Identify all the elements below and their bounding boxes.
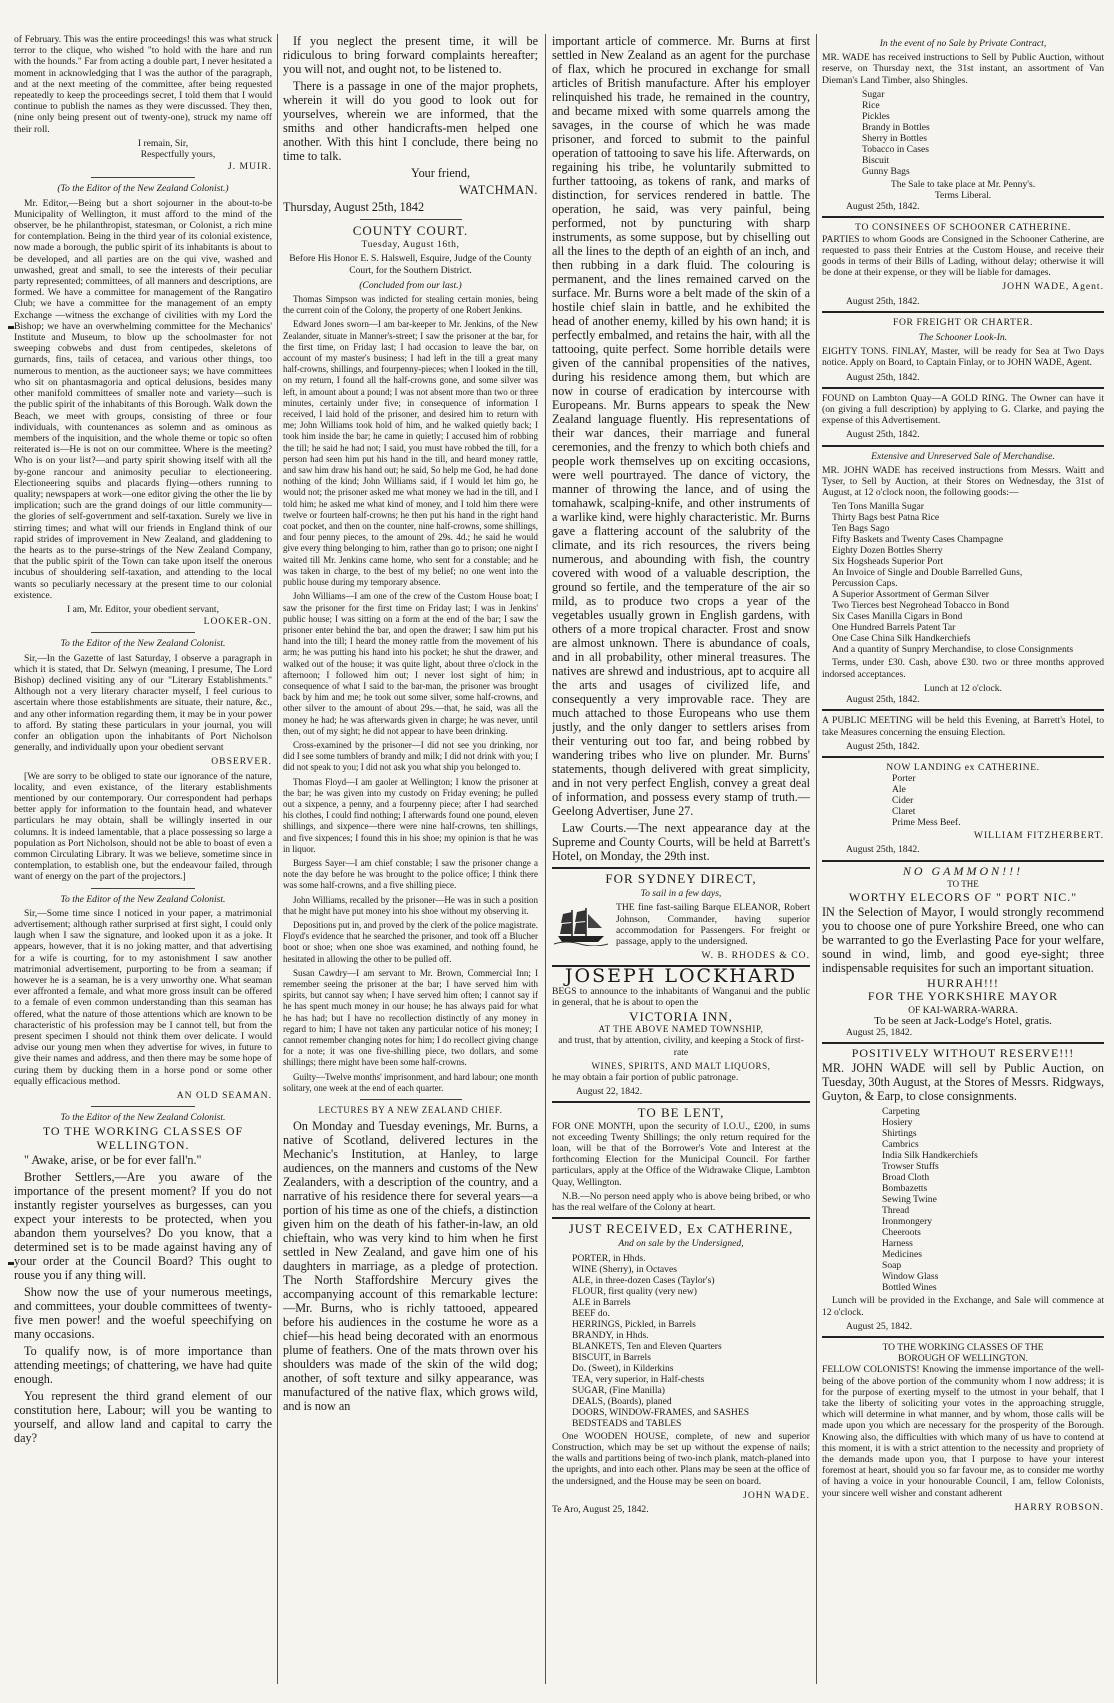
goods-item: Ale [892, 784, 906, 796]
ad-heading: Extensive and Unreserved Sale of Merchandise. [871, 450, 1055, 462]
goods-item: Rice [862, 99, 880, 111]
ad-rule [822, 311, 1104, 313]
ad-title: NO GAMMON!!! [902, 863, 1024, 878]
article-body: important article of commerce. Mr. Burns at first settled in New Zealand as an agent for the purchase of flax, which he procured in exchange for small articles of British manufacture. After his employer relinquished his trade, he remained in the country, and became mixed with some quarrels among the savages, in the course of which he was made prisoner, and forced to submit to the painful operation of tattooing to save his life. Afterwards, on regaining his tribe, he voluntarily submitted to further tattooing, as tokens of rank, and marks of distinction, for services rendered in battle. The operation, he said, was very painful, being performed, not by puncturing with sharp instruments, as some suppose, but by chiselling out all the lines to the depth of an eighth of an inch, and then rubbing in a dark fluid. The colouring is permanent, and the lines remained carved on the surface. Mr. Burns wore a belt made of the skin of a hostile chief slain in battle, and he exhibited the head of another enemy, killed by his own hand; it is perfectly embalmed, and retains the hair, with all the tattooing, quite perfect. Some horrible details were given of the cannibal propensities of the natives, during his residence among them, but which are now in course of eradication by intercourse with Europeans. Mr. Burns appears to speak the New Zealand language fluently. His representations of their war dances, their marriage and funeral ceremonies, and the frenzy to which both chiefs and people work themselves up on exciting occasions, were well pourtrayed. The dance of victory, the manner of throwing the lance, and of using the tomahawk, scalping-knife, and other instruments of a warlike kind, were highly characteristic. Mr. Burns gave a flattering account of the salubrity of the climate, and its rich resources, the rivers being numerous, and abounding with fish, the country covered with wood of a valuable description, the ground so fertile, and the temperature of the air so mild, as to produce two crops a year of the vegetables usually grown in English gardens, with others of a more tropical character. Frost and snow are almost unknown. There is abundance of coals, and in all probability, other mineral treasures. The natives are shrewd and industrious, apt to acquire all the arts and usages of civilized life, and consequently a very improvable race. They are much attached to those Europeans who use them justly, and the only danger to settlers arises from their venturing out too far, and being robbed by wandering tribes who live on plunder. Mr. Burns' statements, though delivered with great simplicity, and in not very perfect English, convey a great deal of information, and possess every stamp of truth.—Geelong Advertiser, June 27. [552, 34, 810, 818]
column-2 [283, 34, 538, 1684]
goods-item: DOORS, WINDOW-FRAMES, and SASHES [572, 1406, 750, 1418]
ad-terms: Terms, under £30. Cash, above £30. two or three months approved indorsed acceptances. [822, 657, 1104, 680]
ad-subtitle: And on sale by the Undersigned, [618, 1238, 744, 1250]
goods-item: Sewing Twine [882, 1194, 937, 1206]
ad-rule [822, 1042, 1104, 1044]
court-report: Burgess Sayer—I am chief constable; I saw the prisoner change a note the day before he was brought to the police office; I think there was some half-crowns, and a five shilling piece. [283, 857, 538, 891]
signature: AN OLD SEAMAN. [176, 1090, 272, 1102]
ad-heading: In the event of no Sale by Private Contract, [879, 38, 1047, 49]
ad-rule [822, 709, 1104, 711]
ad-rule [552, 867, 810, 869]
letter-body: Show now the use of your numerous meetings, and committees, your double committees of twenty-five men power! and the woeful speechifying on many occasions. [14, 1284, 272, 1341]
ad-body: FOUND on Lambton Quay—A GOLD RING. The Owner can have it (on giving a full description) by applying to G. Clarke, and paying the expense of this Advertisement. [822, 392, 1104, 427]
goods-item: Ironmongery [882, 1216, 933, 1228]
ad-line: FOR THE YORKSHIRE MAYOR [867, 989, 1059, 1004]
goods-item: Harness [882, 1238, 913, 1250]
ad-date: August 25th, 1842. [846, 371, 920, 383]
signature: OBSERVER. [211, 756, 272, 768]
ad-body: THE fine fast-sailing Barque ELEANOR, Robert Johnson, Commander, having superior accommodation for Passengers. For freight or passage, apply to the undersigned. [616, 902, 810, 948]
ad-title: TO CONSINEES OF SCHOONER CATHERINE. [855, 222, 1071, 234]
goods-item: Shirtings [882, 1128, 917, 1140]
ad-rule [552, 1101, 810, 1103]
goods-item: Do. (Sweet), in Kilderkins [572, 1362, 674, 1374]
letter-title: TO THE WORKING CLASSES OF [42, 1124, 244, 1139]
separator [91, 177, 194, 178]
ad-freight [822, 317, 1104, 383]
letter-body: You represent the third grand element of our constitution here, Labour; will you be wanting to yourself, and allow land and capital to carry the day? [14, 1388, 272, 1445]
goods-item: BISCUIT, in Barrels [572, 1351, 651, 1363]
ad-body: MR. JOHN WADE will sell by Public Auction, on Tuesday, 30th August, at the Stores of Messrs. Ridgways, Guyton, & Earp, to close consignments. [822, 1061, 1104, 1104]
dateline: Thursday, August 25th, 1842 [283, 200, 425, 214]
ad-consignees [822, 222, 1104, 306]
column-rule [545, 34, 546, 1684]
column-rule [816, 34, 817, 1684]
goods-item: One Case China Silk Handkerchiefs [832, 633, 971, 645]
signoff: Your friend, [410, 166, 471, 180]
goods-item: Tobacco in Cases [862, 143, 929, 155]
separator [91, 1106, 194, 1107]
notice: Law Courts.—The next appearance day at the Supreme and County Courts, will be held at Barrett's Hotel, on Monday, the 29th inst. [552, 821, 810, 863]
ad-title: JOSEPH LOCKHARD [564, 965, 798, 988]
ad-line: HURRAH!!! [927, 976, 999, 991]
ad-line: TO THE [947, 878, 979, 889]
goods-item: BEDSTEADS and TABLES [572, 1417, 682, 1429]
ad-note: N.B.—No person need apply who is above being bribed, or who has the real welfare of the Colony at heart. [552, 1190, 810, 1214]
ad-to-be-lent [552, 1107, 810, 1213]
signoff: I am, Mr. Editor, your obedient servant, [66, 603, 219, 615]
ad-date: August 25, 1842. [846, 1320, 913, 1332]
goods-item: Prime Mess Beef. [892, 817, 961, 829]
ad-title: BOROUGH OF WELLINGTON. [898, 1353, 1028, 1365]
column-1 [14, 34, 272, 1684]
ad-rule [822, 445, 1104, 447]
ad-date: Te Aro, August 25, 1842. [552, 1503, 649, 1515]
ad-body: PARTIES to whom Goods are Consigned in the Schooner Catherine, are requested to pass their Entries at the Custom House, and receive their goods in terms of their Bills of Lading, without delay; otherwise it will be done at their expense, or they will be liable for damages. [822, 233, 1104, 279]
goods-item: One Hundred Barrels Patent Tar [832, 622, 956, 634]
goods-item: WINE (Sherry), in Octaves [572, 1263, 677, 1275]
ad-lockhard [552, 965, 810, 1098]
letter-body: If you neglect the present time, it will be ridiculous to bring forward complaints hereafter; you will not, and ought not, to be listened to. [283, 34, 538, 76]
ad-date: August 25th, 1842. [846, 201, 920, 213]
goods-item: Six Cases Manilla Cigars in Bond [832, 611, 963, 623]
goods-item: Hosiery [882, 1117, 913, 1129]
ad-body: A PUBLIC MEETING will be held this Evening, at Barrett's Hotel, to take Measures concerning the ensuing Election. [822, 715, 1104, 738]
ad-body: MR. JOHN WADE has received instructions from Messrs. Waitt and Tyser, to Sell by Auction, at their Stores on Wednesday, the 31st of August, at 12 o'clock noon, the following goods:— [822, 464, 1104, 499]
ad-title: TO THE WORKING CLASSES OF THE [882, 1341, 1044, 1353]
ad-signature: JOHN WADE. [743, 1489, 810, 1501]
ad-line: AT THE ABOVE NAMED TOWNSHIP, [598, 1024, 764, 1035]
goods-item: TEA, very superior, in Half-chests [572, 1373, 705, 1385]
goods-item: Cheeroots [882, 1227, 921, 1239]
letter-heading: To the Editor of the New Zealand Colonist. [60, 1112, 226, 1124]
ad-body: EIGHTY TONS. FINLAY, Master, will be ready for Sea at Two Days notice. Apply on Board, to Captain Finlay, or to JOHN WADE, Agent. [822, 346, 1104, 369]
letter-heading: To the Editor of the New Zealand Colonist. [60, 893, 226, 905]
goods-item: Cider [892, 795, 914, 807]
goods-item: PORTER, in Hhds. [572, 1252, 646, 1264]
ad-rule [822, 387, 1104, 389]
ad-rule [552, 1217, 810, 1219]
ad-signature: JOHN WADE, Agent. [1002, 281, 1104, 293]
ad-sydney [552, 873, 810, 961]
goods-item: Claret [892, 806, 916, 818]
goods-item: ALE, in three-dozen Cases (Taylor's) [572, 1274, 715, 1286]
goods-item: Thirty Bags best Patna Rice [832, 512, 940, 524]
goods-item: India Silk Handkerchiefs [882, 1150, 978, 1162]
court-report: Thomas Simpson was indicted for stealing certain monies, being the current coin of the Colony, the property of one Robert Jenkins. [283, 294, 538, 316]
goods-list [892, 773, 1104, 828]
goods-item: Sherry in Bottles [862, 132, 928, 144]
ad-rule [822, 1336, 1104, 1338]
ad-just-received [552, 1223, 810, 1515]
goods-item: Bombazetts [882, 1183, 928, 1195]
ad-line: Lunch at 12 o'clock. [924, 682, 1002, 694]
ad-subtitle: The Schooner Look-In. [918, 332, 1008, 344]
ad-body: FOR ONE MONTH, upon the security of I.O.U., £200, in sums not exceeding Twenty Shillings; the only return required for the loan, will be that of the Borrower's Vote and Interest at the forthcoming Election for the Municipal Council. For farther particulars, apply at the Office of the Widrawake Clique, Lambton Quay, Wellington. [552, 1120, 810, 1188]
signature: LOOKER-ON. [203, 616, 272, 628]
goods-item: A Superior Assortment of German Silver [832, 589, 989, 601]
goods-item: Medicines [882, 1249, 922, 1261]
column-3 [552, 34, 810, 1684]
letter-body: Brother Settlers,—Are you aware of the importance of the present moment? If you do not instantly register yourselves as burgesses, can you expect your interests to be protected, when you abandon them yourselves? Do you know, that a determined set is to be made against having any of your order at the Council Board? This ought to rouse you if any thing will. [14, 1169, 272, 1282]
letter-body: Mr. Editor,—Being but a short sojourner in the about-to-be Municipality of Wellington, it must afford to the mind of the observer, be he philanthropist, statesman, or Colonist, a rich mine for contemplation. Being in the third year of its colonial existence, now made a borough, the public spirit of its inhabitants is about to be developed, and all parties are on the qui vive, washed and unwashed, great and small, to see the interests of their peculiar party represented; committees, of all manners and descriptions, are formed. We have a committee for management of the Rangatiro Club; we have a committee for the management of an empty Exchange —witness the exchange of civilities with my Lord the Bishop; we have an overwhelming committee for the Mechanics' Institute and Museum, to blow up the schoolmaster for not sweeping cobwebs and dust from centipedes, skeletons of gurnards, fins, tails of cetacea, and various other things, too numerous to mention, as the auctioneer says; we have committees who sit on phantasmagoria and optical delusions, besides many other manifold committees of smaller note and variety—such is the public spirit of the inhabitants of this Borough. Walk down the Beach, we meet with groups, consisting of three or four individuals, with countenances as solemn and as ominous as members of the inquisition, and the whole theme or topic so often reiterated is—He is not on our committee. Where is the meeting? Who is on your list?—and party spirit showing itself with all the by-gone rancour and animosity peculiar to electioneering. Electioneering squibs and placards flying—others running to quality; newspapers at work—one editor giving the other the lie by implication; such are the grand doings of our little community—the glories of self-government and self-taxation. Surely we live in stirring times; and what will our friends in England think of our rapid strides of improvement in New Zealand, and gladdening to the hearts as to the purse-strings of the New Zealand Company, that the public spirit of the Town can take upon itself the onerous incubus of shouldering self-taxation, and attending to the local wants so peculiarly necessary at the present time to our colonial existence. [14, 197, 272, 601]
goods-item: Thread [882, 1205, 910, 1217]
ad-inn-name: VICTORIA INN, [629, 1009, 733, 1025]
ad-body: and trust, that by attention, civility, and keeping a Stock of first-rate [558, 1035, 804, 1058]
ad-title: FOR SYDNEY DIRECT, [605, 871, 757, 886]
goods-item: Ten Bags Sago [832, 523, 890, 535]
goods-item: ALE in Barrels [572, 1296, 631, 1308]
goods-item: Percussion Caps. [832, 578, 898, 590]
goods-item: HERRINGS, Pickled, in Barrels [572, 1318, 696, 1330]
court-report: Thomas Floyd—I am gaoler at Wellington; I know the prisoner at the bar; he was given into my custody on Friday evening; he pulled out a sixpence, a penny, and a fourpenny piece; after I had searched his clothes, I could find nothing; I afterwards found one pound, eleven shillings, and sixpence—there were nine half-crowns, ten shillings, and five sixpences; I found this in his shoe; my opinion is that he was in liquor. [283, 776, 538, 854]
ad-title: TO BE LENT, [637, 1105, 725, 1121]
signoff: Respectfully yours, [140, 149, 216, 161]
ad-no-gammon [822, 863, 1104, 1039]
ad-wade-timber [822, 38, 1104, 212]
ad-date: August 25th, 1842. [846, 295, 920, 307]
ad-line: WINES, SPIRITS, AND MALT LIQUORS, [591, 1060, 771, 1071]
goods-list [832, 501, 1104, 655]
ad-line: Terms Liberal. [934, 190, 992, 202]
ad-title: JUST RECEIVED, Ex CATHERINE, [568, 1221, 794, 1237]
section-title: LECTURES BY A NEW ZEALAND CHIEF. [318, 1105, 503, 1116]
goods-item: Pickles [862, 110, 890, 122]
letter-body: Sir,—In the Gazette of last Saturday, I observe a paragraph in which it is stated, that Dr. Selwyn (meaning, I presume, The Lord Bishop) declined visiting any of our "Literary Establishments." Although not a very literary character myself, I feel curious to ascertain where those establishments are situate, their nature, &c., and any other information regarding them, it may be in your power to afford. By stating these particulars in your journal, you will confer an obligation upon the inhabitants of Port Nicholson generally, and individually upon your obedient servant [14, 652, 272, 754]
goods-item: Six Hogsheads Superior Port [832, 556, 944, 568]
letter-title: WELLINGTON. [96, 1137, 190, 1152]
ad-line: The Sale to take place at Mr. Penny's. [890, 178, 1036, 190]
goods-list [862, 89, 1104, 177]
court-judge: Before His Honor E. S. Halswell, Esquire, Judge of the County Court, for the Southern District. [289, 253, 532, 276]
ad-line: To be seen at Jack-Lodge's Hotel, gratis. [874, 1014, 1052, 1027]
goods-list [882, 1106, 1104, 1293]
goods-item: Carpeting [882, 1106, 920, 1118]
ad-title: FOR FREIGHT OR CHARTER. [893, 316, 1033, 328]
goods-item: Brandy in Bottles [862, 121, 930, 133]
ad-line: Lunch will be provided in the Exchange, and Sale will commence at 12 o'clock. [822, 1295, 1104, 1318]
ad-date: August 25th, 1842. [846, 694, 920, 706]
ad-signature: W. B. RHODES & CO. [701, 950, 810, 962]
separator [91, 632, 194, 633]
goods-item: Broad Cloth [882, 1172, 930, 1184]
ad-line: OF KAI-WARRA-WARRA. [908, 1004, 1018, 1016]
goods-item: An Invoice of Single and Double Barrelled Guns, [832, 567, 1023, 579]
letter-heading: (To the Editor of the New Zealand Colonist.) [57, 183, 229, 195]
court-report: Cross-examined by the prisoner—I did not see you drinking, nor did I see some tumblers of brandy and milk; I did not drink with you; I did not speak to you; I did not ask you what ship you belonged to. [283, 739, 538, 773]
goods-item: Sugar [862, 88, 885, 100]
column-4 [822, 34, 1104, 1684]
goods-item: Biscuit [862, 154, 890, 166]
ad-rule [822, 756, 1104, 758]
court-report: Edward Jones sworn—I am bar-keeper to Mr. Jenkins, of the New Zealander, situate in Manner's-street; I saw the prisoner at the bar, for the first time, on Friday last; I had occasion to leave the bar, on account of my master's business; I had left in the till a great many half-crowns, shillings, and fourpenny-pieces; when I looked in the till, on my return, I found all the half-crowns gone, and some silver was left, in amount about a pound; I was not absent more than two or three minutes, certainly under five; in consequence of information I received, I laid hold of the prisoner, and desired him to return with me; John Williams took hold of him, and he walked quietly back; I took him inside the bar; he came in quietly; I accused him of robbing the till; he said he had not; I said, you must have robbed the till, for a person had seen him put his hand in the till, and heard money rattle, and saw him draw his hand out; he said, So help me God, he had done nothing of the kind; John Williams said, if I would let him go, he would not; the prisoner asked me what money we had in the till, and I told him; he asked me what kind of money, and I told him there were twelve or fourteen half-crowns; he then put his hand in the right hand coat pocket, and then on the counter, nine half-crowns, some shillings, and four penny pieces, to the amount of 29s. 4d.; he said he would give every thing belonging to him, rather than go to prison; one night I waited till Mr. Jenkins came home, who sent for a constable; and he was taken in charge, to the best of my belief; no one went into the public house during my temporary absence. [283, 319, 538, 588]
ad-public-meeting [822, 715, 1104, 752]
editor-note: [We are sorry to be obliged to state our ignorance of the nature, locality, and even existance, of the literary establishments mentioned by our contemporary. Our correspondent had perhaps better apply for information to the fountain head, and whatever particulars he may obtain, shall be willingly inserted in our columns. It is indeed lamentable, that a place possessing so large a population as Port Nicholson, should not be able to boast of even a common Circulating Library. It was we believe, sometime since in contemplation, to establish one, but the endeavour failed, through want of energy on the part of the projectors.] [14, 770, 272, 883]
goods-item: Porter [892, 773, 916, 785]
separator [360, 1099, 462, 1100]
goods-item: Soap [882, 1260, 902, 1272]
ad-body: he may obtain a fair portion of public patronage. [552, 1072, 739, 1084]
signature: WATCHMAN. [459, 183, 538, 197]
court-report: John Williams, recalled by the prisoner—He was in such a position that he might have put money into his shoe without my observing it. [283, 894, 538, 916]
ad-robson [822, 1342, 1104, 1513]
goods-item: Fifty Baskets and Twenty Cases Champagne [832, 534, 1004, 546]
ad-merchandise-sale [822, 451, 1104, 706]
ad-date: August 25th, 1842. [846, 429, 920, 441]
ad-body: FELLOW COLONISTS! Knowing the immense importance of the well-being of the above portion of the community whom I now address; it is for the purpose of exerting myself to the utmost in your behalf, that I take the liberty of soliciting your votes in the approaching struggle, which will determine in what manner, and by whom, those calls will be made upon you which are necessary for the prosperity of the Borough. Knowing also, the difficulties with which many of us have to contend at this moment, it is with a strict attention to the necessity and propriety of the demands made upon you, that I purpose to have your interest foremost at heart, should you so far favour me, as to consider me worthy of having a voice in your honourable Council, I am, fellow Colonists, your sincere well wisher and constant adherent [822, 1364, 1104, 1499]
goods-item: And a quantity of Sunpry Merchandise, to close Consignments [832, 644, 1074, 656]
ad-date: August 25th, 1842. [846, 844, 920, 856]
goods-item: BRANDY, in Hhds. [572, 1329, 649, 1341]
goods-item: Gunny Bags [862, 165, 910, 177]
ad-body: BEGS to announce to the inhabitants of Wanganui and the public in general, that he is about to open the [552, 985, 810, 1008]
ad-body: MR. WADE has received instructions to Sell by Public Auction, without reserve, on Thursday next, the 31st instant, an assortment of Van Dieman's Land Timber, also Shingles. [822, 52, 1104, 86]
ad-title: NOW LANDING ex CATHERINE. [886, 761, 1040, 773]
goods-item: Cambrics [882, 1139, 919, 1151]
ad-now-landing [822, 762, 1104, 856]
ship-icon [552, 904, 610, 946]
ad-subtitle: To sail in a few days, [640, 888, 722, 900]
letter-heading: To the Editor of the New Zealand Colonist. [60, 638, 226, 650]
ad-title: POSITIVELY WITHOUT RESERVE!!! [851, 1046, 1075, 1061]
court-report: John Williams—I am one of the crew of the Custom House boat; I saw the prisoner for the first time on Friday last; I was in Jenkins' public house; I was sitting on a form at the end of the bar; I saw the prisoner enter behind the bar, and open the drawer; I saw him put his hand into the till; I heard the money rattle from the movement of his arm; he was putting his hand into his pocket; he shut the drawer, and walked out of the house; it was quite light, about three o'clock in the afternoon; I followed him out; I never lost sight of him; in consequence of what I said to the bar-man, the prisoner was brought back by him and me; he took out some silver, some half-crowns, and other silver to the amount of about 29s.—that, he said, was all the money he had; he was afterwards given in charge; he was never, until then, out of my sight; he did not appear to have been drinking. [283, 591, 538, 736]
goods-list [572, 1253, 810, 1429]
goods-item: Window Glass [882, 1271, 939, 1283]
ad-found-ring [822, 393, 1104, 441]
ad-body: One WOODEN HOUSE, complete, of new and superior Construction, which may be set up without the expense of nails; the walls and partitions being of two-inch plank, match-planed into the uprights, and into each other. Plans may be seen at the office of the undersigned, and the House may be seen on board. [552, 1430, 810, 1487]
goods-item: Eighty Dozen Bottles Sherry [832, 545, 943, 557]
ad-body: IN the Selection of Mayor, I would strongly recommend you to choose one of pure Yorkshire Breed, one who can be warranted to go the Everlasting Pace for your welfare, sound in wind, limb, and good eye-sight; three indispensable requisites for such an important situation. [822, 905, 1104, 976]
ad-rule [822, 216, 1104, 218]
article-body: On Monday and Tuesday evenings, Mr. Burns, a native of Scotland, delivered lectures in the Mechanic's Institution, at Hanley, to large audiences, on the manners and customs of the New Zealanders, with a description of the country, and a narrative of his residence there for several years—a portion of his time as one of the chiefs, a distinction given him on the death of his father-in-law, an old chieftain, who was very kind to him when he first settled in New Zealand, and gave him one of his daughters in marriage, as a pledge of protection. The North Staffordshire Mercury gives the accompanying account of this remarkable lecture:—Mr. Burns, who is richly tattooed, appeared before his audiences in the costume he wore as a chief—his head being decorated with an enormous plume of feathers. One of the mats thrown over his shoulders was made of the skin of the wild dog; another, of soft texture and silky appearance, was manufactured of the native flax, which grows wild, and is now an [283, 1119, 538, 1414]
ad-without-reserve [822, 1048, 1104, 1332]
ad-date: August 22, 1842. [576, 1086, 643, 1098]
separator [91, 888, 194, 889]
goods-item: Trowser Stuffs [882, 1161, 939, 1173]
letter-body: To qualify now, is of more importance than attending meetings; of chattering, we have had quite enough. [14, 1343, 272, 1386]
court-report: Depositions put in, and proved by the clerk of the police magistrate. Floyd's evidence that he searched the prisoner, and took off a Blucher boot or shoe; when one shoe was examined, and nothing found, he hesitated in allowing the other to be pulled off. [283, 919, 538, 964]
court-date: Tuesday, August 16th, [361, 239, 460, 251]
signature: J. MUIR. [228, 161, 272, 173]
column-rule [277, 34, 278, 1684]
goods-item: BEEF do. [572, 1307, 610, 1319]
letter-body: Sir,—Some time since I noticed in your paper, a matrimonial advertisement; although rather surprised at first sight, I could only laugh when I saw the signature, and looked upon it as a joke. It appears, however, that it is no joking matter, and that advertising for a wife is courting, for to my astonishment I saw another matrimonial advertisement, purporting to be from a seaman; if however he is a seaman, he is a very unworthy one. What seaman ever affronted a female, and what more gross insult can be offered to a female of even common understanding than this seaman has offered, what the nature of those attentions which are known to be characteristic of his profession may be I cannot tell, but from the present specimen I should not think them over delicate. I would advise our young men when they advertise for wives, in future to give their names and address, and then there may be some hope of curing them by ducking them in a horse pond or some other equally efficacious method. [14, 907, 272, 1087]
goods-item: DEALS, (Boards), planed [572, 1395, 672, 1407]
court-concluded: (Concluded from our last.) [359, 279, 462, 291]
letter-body: There is a passage in one of the major prophets, wherein it will do you good to look out for yourselves, wherein we are informed, that the smiths and other handicrafts-men helped one another. With this hint I conclude, there being no time to talk. [283, 79, 538, 163]
ad-rule [822, 860, 1104, 862]
epigraph: " Awake, arise, or be for ever fall'n." [24, 1152, 202, 1167]
court-report: Guilty—Twelve months' imprisonment, and hard labour; one month solitary, one week at the end of each quarter. [283, 1071, 538, 1093]
section-title: COUNTY COURT. [352, 223, 469, 238]
goods-item: Bottled Wines [882, 1282, 937, 1294]
goods-item: FLOUR, first quality (very new) [572, 1285, 697, 1297]
ad-signature: WILLIAM FITZHERBERT. [973, 830, 1104, 842]
ad-date: August 25th, 1842. [846, 740, 920, 752]
court-report: Susan Cawdry—I am servant to Mr. Brown, Commercial Inn; I remember seeing the prisoner at the bar; I have served him with spirits, but cannot say when; I have served him often; I cannot say if he has spent much money in our house; he has always paid for what he has had; but I have no recollection distinctly of any money in regard to him; I have not taken any particular notice of his money; I cannot remember changing notes for him; I do recollect giving change for a note; it was one five-shilling piece, two dollars, and some shillings; there might have been some half-crowns. [283, 967, 538, 1068]
goods-item: BLANKETS, Ten and Eleven Quarters [572, 1340, 722, 1352]
letter-continuation: of February. This was the entire proceedings! this was what struck terror to the clique, who wished "to hold with the hare and run with the hounds." Far from acting a double part, I never hesitated a moment in acknowledging that I was the author of the paragraph, and at the next meeting of the committee, after being requested repeatedly to keep the proceedings secret, I told them that I would continue to publish the names as they were discussed. They then, (nine only being present out of twenty-one), struck my name off their roll. [14, 34, 272, 135]
ad-date: August 25, 1842. [846, 1026, 913, 1038]
ad-signature: HARRY ROBSON. [1014, 1501, 1104, 1513]
goods-item: Two Tierces best Negrohead Tobacco in Bond [832, 600, 1009, 612]
goods-item: SUGAR, (Fine Manilla) [572, 1384, 666, 1396]
goods-item: Ten Tons Manilla Sugar [832, 501, 925, 513]
separator [360, 219, 462, 220]
signoff: I remain, Sir, [137, 137, 189, 149]
ad-title: WORTHY ELECORS OF " PORT NIC." [848, 889, 1078, 904]
